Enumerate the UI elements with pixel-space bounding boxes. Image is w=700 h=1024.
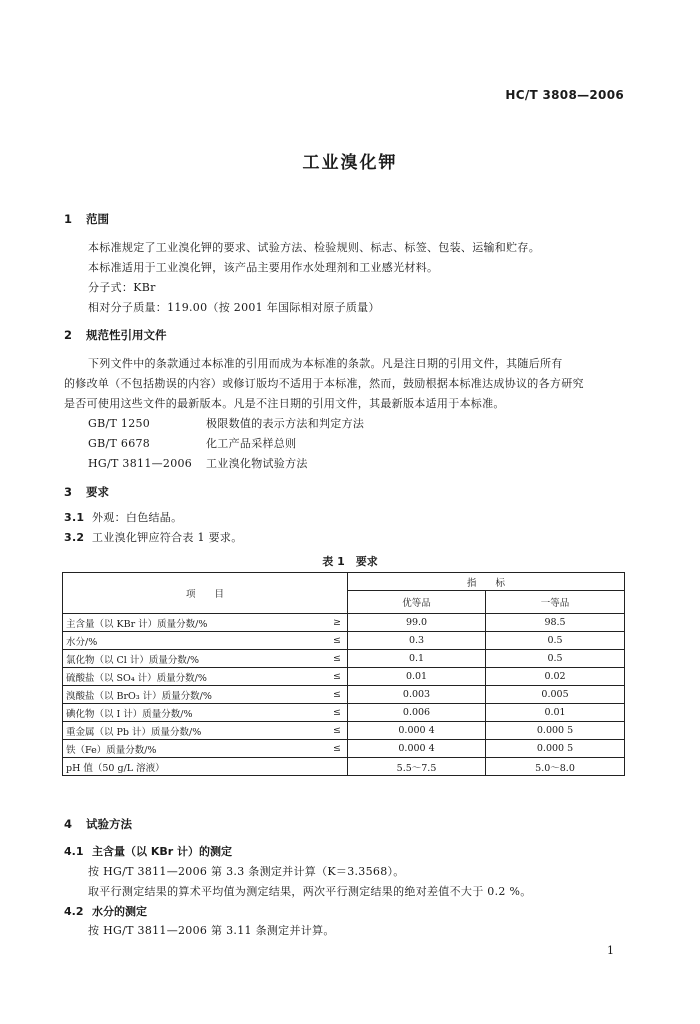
table-row (63, 650, 625, 668)
row-superior-value: 5.5～7.5 (348, 758, 486, 776)
reference-item (88, 435, 296, 451)
section-1-heading (64, 211, 109, 227)
row-first-value: 98.5 (486, 614, 625, 632)
clause-number: 3.2 (64, 531, 85, 544)
section-number: 4 (64, 817, 73, 831)
row-superior-value: 0.01 (348, 668, 486, 686)
clause-text: 外观：白色结晶。 (92, 511, 183, 524)
section-title: 规范性引用文件 (86, 328, 167, 342)
clause-text: 工业溴化钾应符合表 1 要求。 (92, 531, 243, 544)
row-superior-value: 99.0 (348, 614, 486, 632)
reference-title: 化工产品采样总则 (206, 437, 297, 450)
section-title: 要求 (86, 485, 109, 499)
table-row (63, 632, 625, 650)
clause-title: 水分的测定 (92, 905, 147, 918)
row-superior-value: 0.000 4 (348, 740, 486, 758)
section-3-heading (64, 484, 109, 500)
row-operator: ≤ (311, 650, 348, 668)
row-operator: ≥ (311, 614, 348, 632)
header-item: 项 目 (63, 573, 348, 614)
row-superior-value: 0.003 (348, 686, 486, 704)
row-first-value: 0.005 (486, 686, 625, 704)
molecular-mass: 相对分子质量：119.00（按 2001 年国际相对原子质量） (88, 301, 380, 314)
reference-code: GB/T 6678 (88, 437, 151, 450)
clause-title: 主含量（以 KBr 计）的测定 (92, 845, 232, 858)
row-superior-value: 0.000 4 (348, 722, 486, 740)
page-number: 1 (607, 944, 614, 957)
row-operator: ≤ (311, 686, 348, 704)
row-first-value: 0.5 (486, 632, 625, 650)
row-operator (311, 758, 348, 776)
row-operator: ≤ (311, 704, 348, 722)
clause-number: 4.1 (64, 845, 84, 858)
references-paragraph: 的修改单（不包括勘误的内容）或修订版均不适用于本标准，然而，鼓励根据本标准达成协议的各方研究 (64, 377, 584, 390)
clause-number: 4.2 (64, 905, 84, 918)
clause-3-1 (64, 509, 182, 525)
row-first-value: 0.000 5 (486, 722, 625, 740)
section-title: 试验方法 (86, 817, 132, 831)
row-name: 重金属（以 Pb 计）质量分数/% (63, 722, 311, 740)
row-name: 硫酸盐（以 SO₄ 计）质量分数/% (63, 668, 311, 686)
section-number: 2 (64, 328, 73, 342)
row-name: 溴酸盐（以 BrO₃ 计）质量分数/% (63, 686, 311, 704)
header-index: 指 标 (348, 573, 625, 591)
row-first-value: 0.02 (486, 668, 625, 686)
row-operator: ≤ (311, 722, 348, 740)
row-first-value: 0.01 (486, 704, 625, 722)
row-name: 碘化物（以 I 计）质量分数/% (63, 704, 311, 722)
table-row (63, 740, 625, 758)
table-row (63, 686, 625, 704)
row-operator: ≤ (311, 632, 348, 650)
clause-3-2 (64, 529, 243, 545)
row-operator: ≤ (311, 740, 348, 758)
table-row (63, 668, 625, 686)
scope-paragraph: 本标准适用于工业溴化钾，该产品主要用作水处理剂和工业感光材料。 (88, 261, 439, 274)
row-operator: ≤ (311, 668, 348, 686)
references-paragraph: 下列文件中的条款通过本标准的引用而成为本标准的条款。凡是注日期的引用文件，其随后所有 (88, 357, 563, 370)
header-superior: 优等品 (348, 591, 486, 614)
table-header-row (63, 573, 625, 591)
references-paragraph: 是否可使用这些文件的最新版本。凡是不注日期的引用文件，其最新版本适用于本标准。 (64, 397, 505, 410)
clause-paragraph: 按 HG/T 3811—2006 第 3.3 条测定并计算（K＝3.3568）。 (88, 865, 405, 878)
row-superior-value: 0.3 (348, 632, 486, 650)
reference-item (88, 415, 364, 431)
row-first-value: 0.5 (486, 650, 625, 668)
reference-title: 极限数值的表示方法和判定方法 (206, 417, 365, 430)
table-caption: 表 1 要求 (322, 555, 378, 568)
clause-paragraph: 按 HG/T 3811—2006 第 3.11 条测定并计算。 (88, 924, 335, 937)
row-superior-value: 0.1 (348, 650, 486, 668)
row-name: 主含量（以 KBr 计）质量分数/% (63, 614, 311, 632)
clause-4-2-heading (64, 903, 147, 919)
reference-item (88, 455, 308, 471)
scope-paragraph: 本标准规定了工业溴化钾的要求、试验方法、检验规则、标志、标签、包装、运输和贮存。 (88, 241, 540, 254)
header-first-grade: 一等品 (486, 591, 625, 614)
row-name: 水分/% (63, 632, 311, 650)
row-name: 铁（Fe）质量分数/% (63, 740, 311, 758)
table-row (63, 722, 625, 740)
row-first-value: 5.0～8.0 (486, 758, 625, 776)
section-number: 1 (64, 212, 73, 226)
row-first-value: 0.000 5 (486, 740, 625, 758)
section-number: 3 (64, 485, 73, 499)
section-title: 范围 (86, 212, 109, 226)
row-superior-value: 0.006 (348, 704, 486, 722)
requirements-table (62, 572, 625, 776)
table-row (63, 758, 625, 776)
clause-number: 3.1 (64, 511, 85, 524)
section-4-heading (64, 816, 132, 832)
row-name: 氯化物（以 Cl 计）质量分数/% (63, 650, 311, 668)
row-name: pH 值（50 g/L 溶液） (63, 758, 311, 776)
document-title: 工业溴化钾 (302, 153, 398, 173)
reference-code: GB/T 1250 (88, 417, 151, 430)
molecular-formula: 分子式：KBr (88, 281, 156, 294)
table-row (63, 614, 625, 632)
table-row (63, 704, 625, 722)
section-2-heading (64, 327, 167, 343)
reference-title: 工业溴化物试验方法 (206, 457, 308, 470)
reference-code: HG/T 3811—2006 (88, 457, 193, 470)
clause-paragraph: 取平行测定结果的算术平均值为测定结果，两次平行测定结果的绝对差值不大于 0.2 %。 (88, 885, 532, 898)
standard-code: HC/T 3808—2006 (505, 88, 624, 102)
clause-4-1-heading (64, 843, 232, 859)
